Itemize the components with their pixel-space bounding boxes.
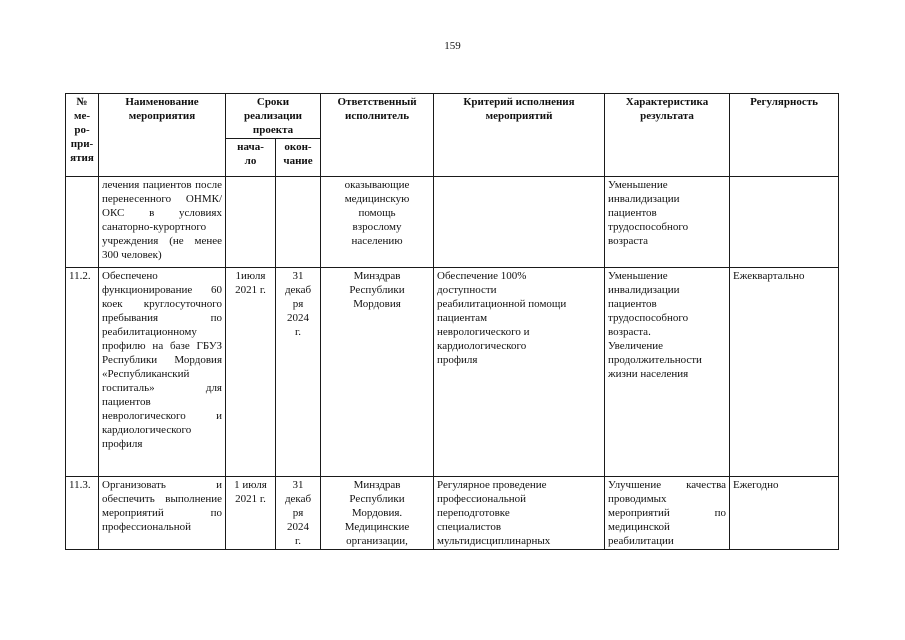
header-start: нача- ло	[226, 139, 276, 177]
row-result: Улучшение качества проводимых мероприятий по медицинской реабилитации	[605, 477, 730, 550]
measures-table	[65, 93, 839, 550]
page-number: 159	[444, 40, 461, 52]
header-end: окон- чание	[276, 139, 321, 177]
row-regularity: Ежеквартально	[730, 268, 839, 477]
row-result: Уменьшение инвалидизации пациентов трудоспособного возраста	[605, 177, 730, 268]
row-result: Уменьшение инвалидизации пациентов трудоспособного возраста. Увеличение продолжительности жизни населения	[605, 268, 730, 477]
header-terms: Сроки реализации проекта	[226, 94, 321, 139]
row-regularity: Ежегодно	[730, 477, 839, 550]
header-criteria: Критерий исполнения мероприятий	[434, 94, 605, 177]
row-criteria	[434, 177, 605, 268]
row-responsible: Минздрав Республики Мордовия. Медицинские организации,	[321, 477, 434, 550]
row-regularity	[730, 177, 839, 268]
header-row	[66, 94, 839, 139]
row-num: 11.3.	[66, 477, 99, 550]
row-end: 31 декаб ря 2024 г.	[276, 268, 321, 477]
row-responsible: оказывающие медицинскую помощь взрослому населению	[321, 177, 434, 268]
row-responsible: Минздрав Республики Мордовия	[321, 268, 434, 477]
row-num	[66, 177, 99, 268]
row-name: лечения пациентов после перенесенного ОНМК/ОКС в условиях санаторно-курортного учреждения (не менее 300 человек)	[99, 177, 226, 268]
row-criteria: Обеспечение 100% доступности реабилитационной помощи пациентам неврологического и кардиологического профиля	[434, 268, 605, 477]
row-start: 1июля 2021 г.	[226, 268, 276, 477]
table-row	[66, 268, 839, 477]
row-name: Обеспечено функционирование 60 коек круглосуточного пребывания по реабилитационному профилю на базе ГБУЗ Республики Мордовия «Республиканский госпиталь» для пациентов неврологического и кардиологического профиля	[99, 268, 226, 477]
row-start: 1 июля 2021 г.	[226, 477, 276, 550]
header-name: Наименование мероприятия	[99, 94, 226, 177]
row-end: 31 декаб ря 2024 г.	[276, 477, 321, 550]
row-num: 11.2.	[66, 268, 99, 477]
table-row	[66, 477, 839, 550]
row-start	[226, 177, 276, 268]
header-regularity: Регулярность	[730, 94, 839, 177]
header-result: Характеристика результата	[605, 94, 730, 177]
header-num: № ме- ро- при- ятия	[66, 94, 99, 177]
row-name: Организовать и обеспечить выполнение мероприятий по профессиональной	[99, 477, 226, 550]
table-row	[66, 177, 839, 268]
row-end	[276, 177, 321, 268]
header-responsible: Ответственный исполнитель	[321, 94, 434, 177]
row-criteria: Регулярное проведение профессиональной переподготовке специалистов мультидисциплинарных	[434, 477, 605, 550]
